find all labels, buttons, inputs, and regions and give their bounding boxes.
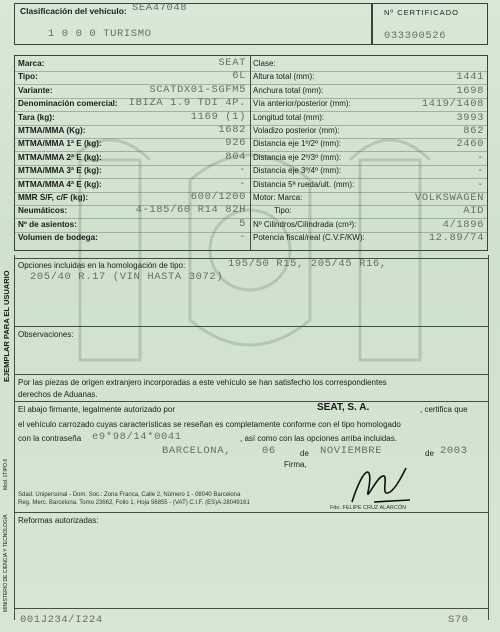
date-day: 06 [262, 445, 276, 457]
right-field-label: Anchura total (mm): [253, 85, 324, 95]
left-field-value: 600/1200 [190, 191, 246, 203]
left-field-label: Volumen de bodega: [18, 233, 98, 243]
handwritten-signature [344, 462, 414, 508]
right-field-label: Distancia eje 3º/4º (mm): [253, 166, 342, 176]
left-field-label: MMR S/F, c/F (kg): [18, 193, 89, 202]
observations-label: Observaciones: [18, 330, 74, 339]
signature-label: Firma, [284, 460, 307, 469]
left-field-value: - [239, 177, 246, 190]
left-field-label: Variante: [18, 85, 53, 95]
left-field-value: 6L [232, 70, 246, 83]
left-field-value: 1682 [218, 124, 246, 136]
left-field-value: 804 [225, 150, 246, 163]
right-field-label: Tipo: [274, 206, 292, 216]
right-field-label: Nº Cilindros/Cilindrada (cm³): [253, 219, 357, 229]
declaration-line-1: Por las piezas de origen extranjero incorporadas a este vehículo se han satisfecho los correspondientes [18, 378, 387, 387]
options-label: Opciones incluidas en la homologación de tipo: [18, 261, 186, 270]
left-field-label: Tipo: [18, 72, 38, 82]
right-field-label: Altura total (mm): [253, 72, 315, 82]
left-field-value: 926 [225, 137, 246, 150]
contrasena-label: con la contraseña [18, 434, 82, 443]
left-field-value: 1169 (1) [190, 110, 246, 123]
right-field-label: Longitud total (mm): [253, 112, 325, 122]
date-year: 2003 [440, 445, 468, 457]
side-ministry-label: MINISTERIO DE CIENCIA Y TECNOLOGÍA [3, 514, 9, 612]
left-field-label: Tara (kg): [18, 112, 55, 122]
left-field-label: MTMA/MMA 3ª E (kg): [18, 166, 102, 176]
left-field-label: Denominación comercial: [18, 99, 118, 109]
left-field-label: Marca: [18, 59, 45, 68]
right-field-label: Distancia eje 2º/3º (mm): [253, 152, 342, 162]
date-de-2: de [425, 449, 434, 458]
conformity-text: el vehículo carrozado cuyas características se reseñan es completamente conforme con el tipo homologado [18, 420, 401, 429]
right-field-label: Potencia fiscal/real (C.V.F/KW): [253, 233, 365, 243]
certifies-text: , certifica que [420, 405, 468, 414]
left-field-value: - [239, 231, 246, 244]
left-field-label: MTMA/MMA 4ª E (kg): [18, 179, 102, 189]
right-field-label: Motor: Marca: [253, 193, 303, 202]
classification-value: SEA47048 [132, 2, 188, 14]
options-line-1: 195/50 R15, 205/45 R16, [228, 258, 387, 270]
left-field-label: Neumáticos: [18, 206, 68, 216]
right-field-value: 12.89/74 [428, 232, 484, 245]
right-field-value: - [477, 151, 484, 164]
right-field-value: 1441 [456, 71, 484, 84]
right-field-value: 4/1896 [442, 218, 484, 231]
right-field-label: Vía anterior/posterior (mm): [253, 99, 351, 109]
left-field-label: MTMA/MMA 1ª E (kg): [18, 139, 102, 149]
right-field-label: Distancia eje 1º/2º (mm): [253, 139, 342, 149]
side-user-copy-label: EJEMPLAR PARA EL USUARIO [2, 270, 11, 382]
right-field-value: 1419/1408 [421, 98, 484, 111]
right-field-value: 862 [463, 125, 484, 137]
right-field-label: Voladizo posterior (mm): [253, 126, 340, 135]
reformas-label: Reformas autorizadas: [18, 516, 99, 525]
right-field-value: 3993 [456, 111, 484, 124]
place-city: BARCELONA, [162, 445, 232, 457]
options-line-2: 205/40 R.17 (VIN HASTA 3072) [30, 271, 224, 283]
left-field-value: IBIZA 1.9 TDI 4P. [128, 97, 246, 110]
signer-authorized-text: El abajo firmante, legalmente autorizado por [18, 405, 175, 414]
bottom-code-right: S70 [448, 614, 469, 626]
right-field-value: - [477, 165, 484, 178]
classification-type: 1 0 0 0 TURISMO [48, 28, 152, 40]
certificate-label: Nº CERTIFICADO [384, 8, 459, 17]
company-footer-line-1: Sdad. Unipersonal - Dom. Soc.: Zona Franca, Calle 2, Número 1 - 08040 Barcelona [18, 492, 241, 498]
right-field-value: VOLKSWAGEN [414, 192, 484, 204]
right-field-label: Distancia 5ª rueda/ult. (mm): [253, 179, 355, 189]
left-field-label: MTMA/MMA 2ª E (kg): [18, 152, 102, 162]
bottom-code-left: 001J234/I224 [20, 614, 103, 626]
contrasena-value: e9*98/14*0041 [92, 431, 182, 443]
declaration-line-2: derechos de Aduanas. [18, 390, 98, 399]
left-field-value: - [239, 164, 246, 177]
left-field-label: Nº de asientos: [18, 219, 77, 229]
certificate-value: 033300526 [384, 30, 447, 42]
date-de-1: de [300, 449, 309, 458]
left-field-value: 5 [239, 217, 246, 230]
right-field-value: AID [463, 205, 484, 218]
right-field-value: - [477, 178, 484, 191]
signer-name: Fdo. FELIPE CRUZ ALARCÓN [330, 505, 407, 511]
company-name: SEAT, S. A. [317, 402, 370, 413]
right-field-label: Clase: [253, 59, 276, 68]
left-field-value: 4-185/60 R14 82H [135, 204, 246, 217]
side-model-label: Mod. 1TIPO 6 [3, 458, 9, 490]
right-field-value: 2460 [456, 138, 484, 151]
date-month: NOVIEMBRE [320, 445, 383, 457]
right-field-value: 1698 [456, 84, 484, 97]
options-included-text: , así como con las opciones arriba incluidas. [240, 434, 397, 443]
company-footer-line-2: Reg. Merc. Barcelona. Tomo 23662, Folio 1, Hoja 56855 - (VAT) C.I.F. (ES)A-28049161 [18, 500, 250, 506]
left-field-label: MTMA/MMA (Kg): [18, 126, 86, 135]
left-field-value: SEAT [218, 57, 246, 69]
classification-label: Clasificación del vehículo: [20, 6, 127, 16]
left-field-value: SCATDX01-SGFM5 [149, 83, 246, 96]
